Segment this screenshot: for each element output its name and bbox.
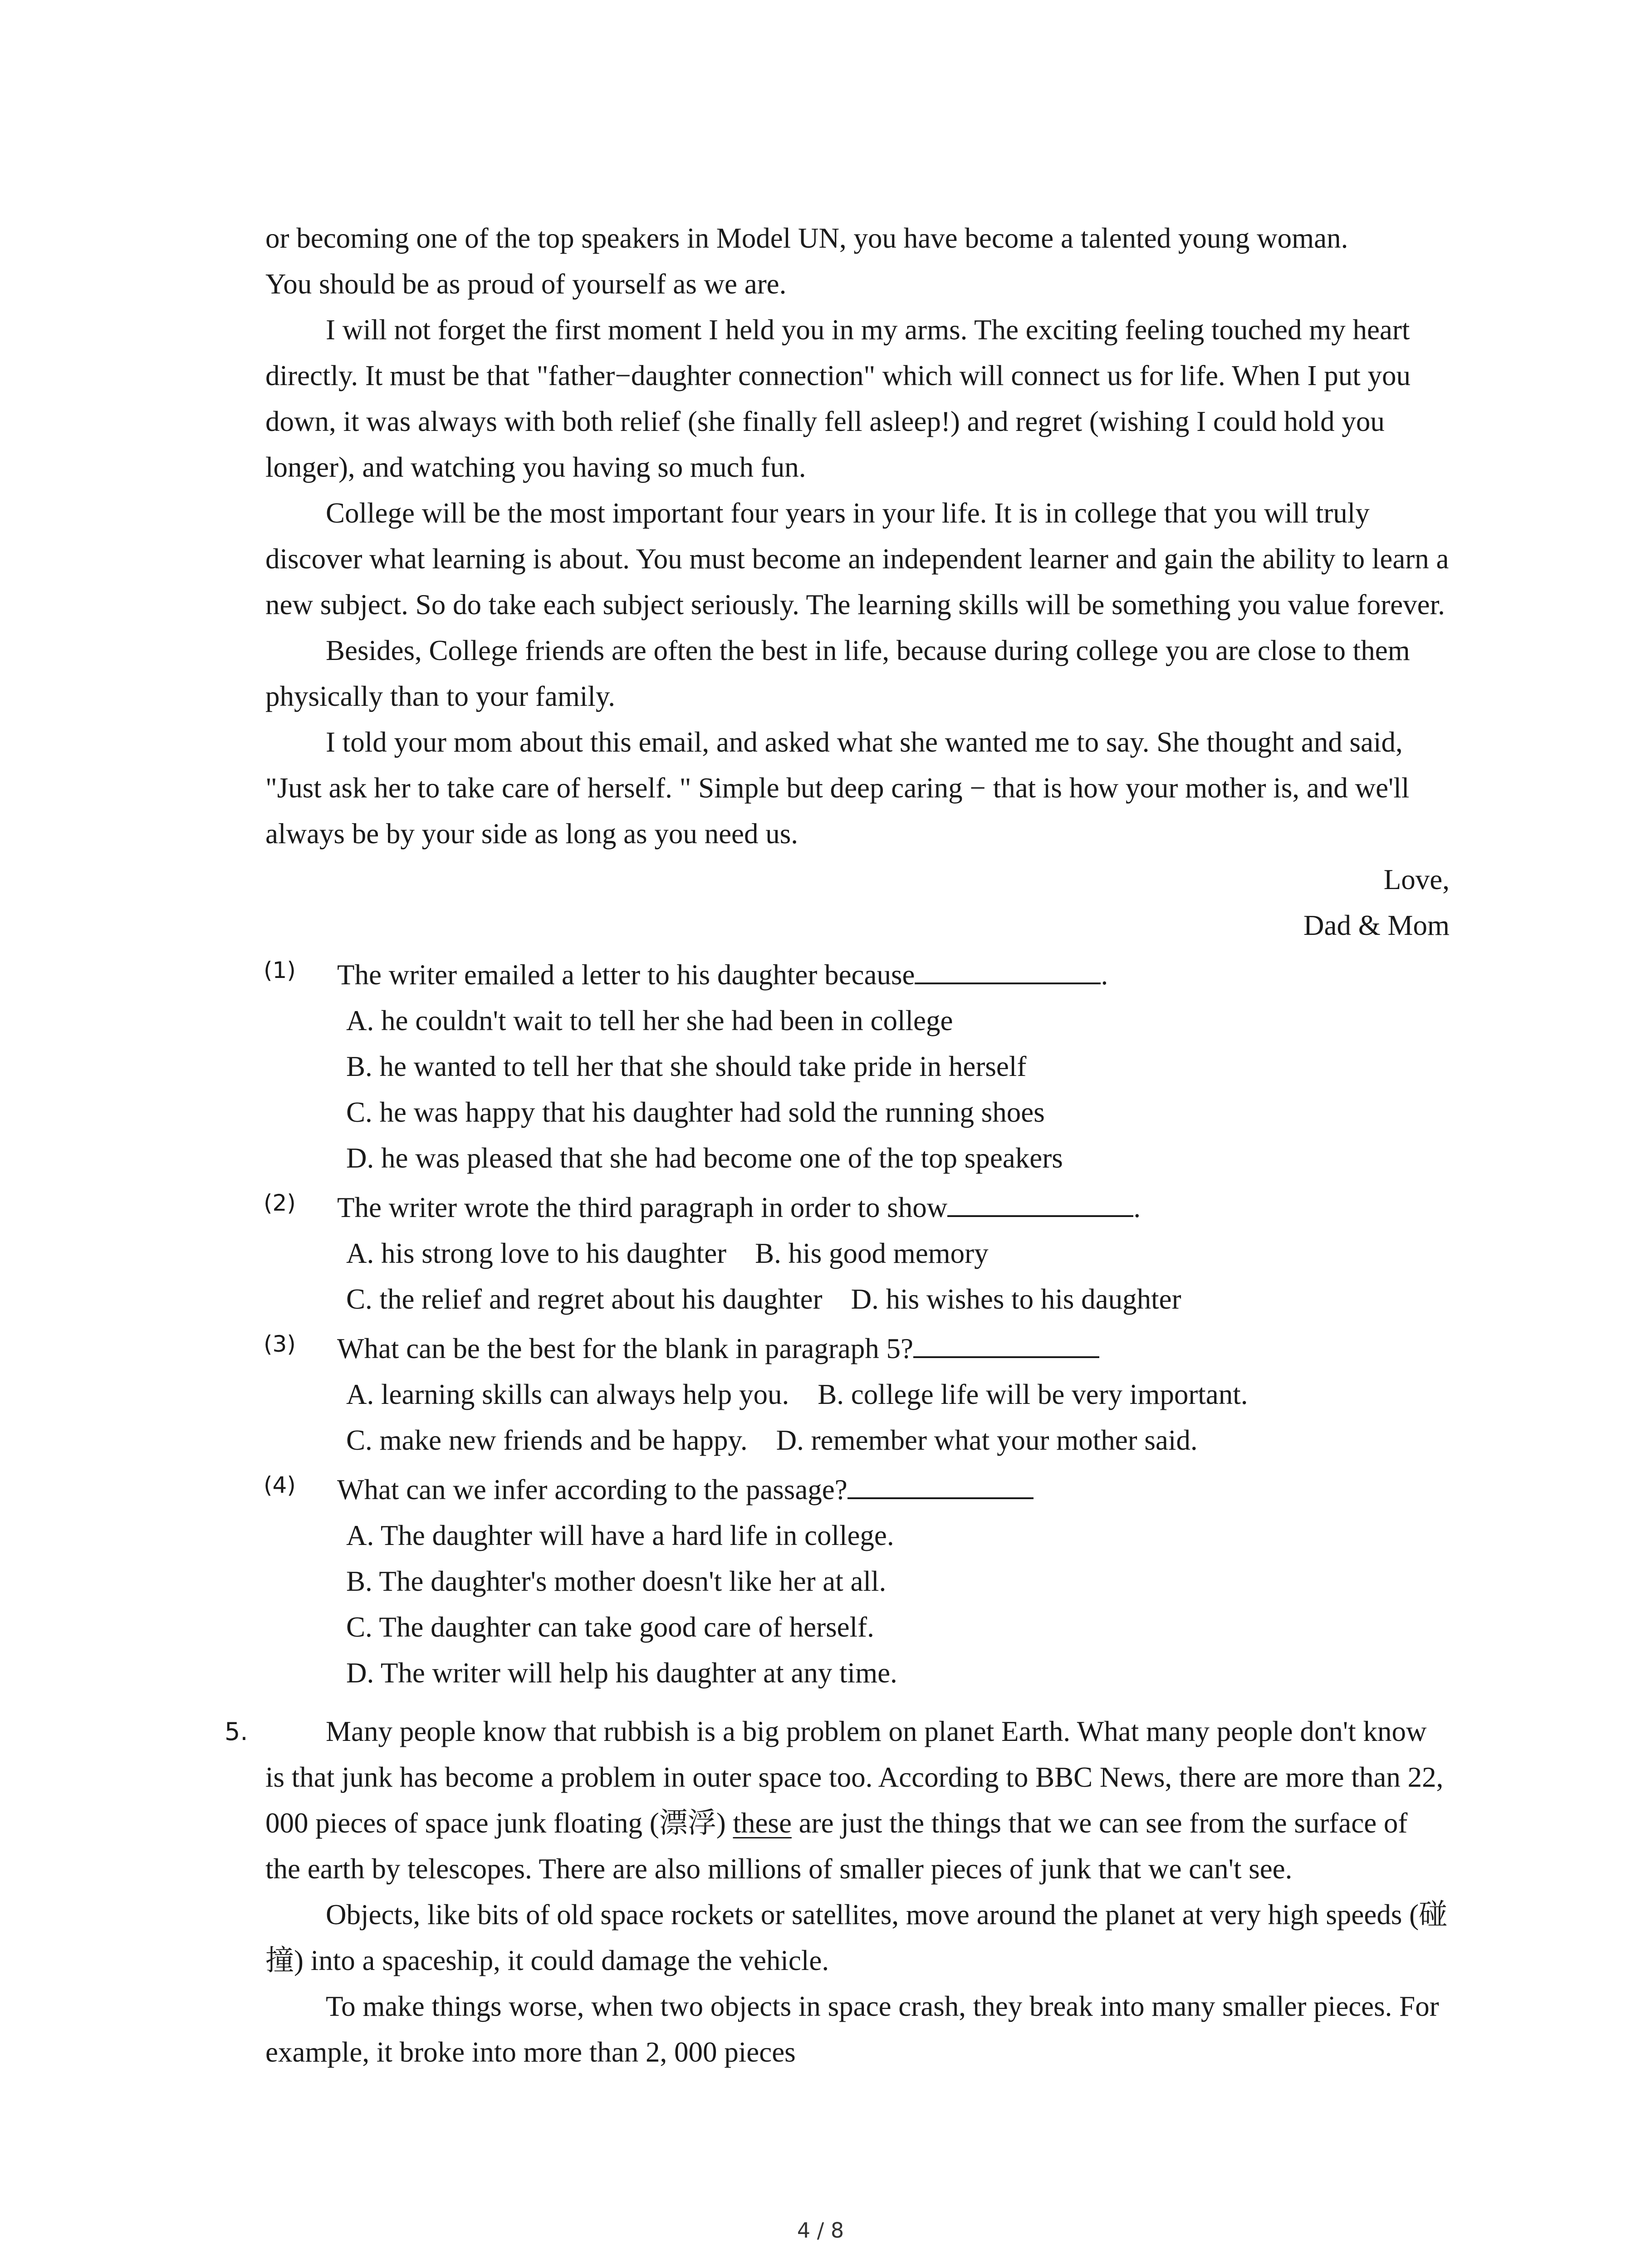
option-b: B. The daughter's mother doesn't like her at all. <box>346 1565 887 1597</box>
question-3-options <box>265 1372 1450 1463</box>
option-row-1: A. learning skills can always help you. B. college life will be very important. <box>346 1378 1248 1410</box>
question-number: (2) <box>264 1190 296 1216</box>
letter-paragraph-5: Besides, College friends are often the best in life, because during college you are close to them physically than to your family. <box>265 635 1410 712</box>
answer-blank[interactable] <box>913 1329 1099 1358</box>
option-d: D. The writer will help his daughter at any time. <box>346 1657 897 1689</box>
question-stem: The writer wrote the third paragraph in order to show <box>337 1192 948 1223</box>
option-b: B. he wanted to tell her that she should take pride in herself <box>346 1051 1027 1082</box>
underlined-word: these <box>733 1807 792 1839</box>
document-page <box>225 215 1450 2075</box>
question-2 <box>265 1185 1450 1231</box>
question-number: (1) <box>264 957 296 983</box>
letter-continuation-line-1: or becoming one of the top speakers in Model UN, you have become a talented young woman. <box>265 222 1348 254</box>
letter-paragraph-3: I will not forget the first moment I held you in my arms. The exciting feeling touched my heart directly. It must be that "father−daughter connection" which will connect us for life. When I put you down, it was always with both relief (she finally fell asleep!) and regret (wishing I could hold you longer), and watching you having so much fun. <box>265 314 1411 483</box>
letter-paragraph-4: College will be the most important four years in your life. It is in college that you will truly discover what learning is about. You must become an independent learner and gain the ability to learn a new subject. So do take each subject seriously. The learning skills will be something you value forever. <box>265 497 1449 621</box>
question-2-options <box>265 1231 1450 1322</box>
letter-continuation-line-2: You should be as proud of yourself as we are. <box>265 268 787 300</box>
letter-paragraph-6: I told your mom about this email, and asked what she wanted me to say. She thought and said, "Just ask her to take care of herself. " Simple but deep caring − that is how your mother is, and we'll always be by your side as long as you need us. <box>265 726 1410 850</box>
option-a: A. The daughter will have a hard life in college. <box>346 1520 894 1551</box>
section-5-paragraph-1 <box>265 1709 1450 1892</box>
question-number: (4) <box>264 1472 296 1498</box>
question-number: (3) <box>264 1331 296 1357</box>
section-number: 5. <box>225 1717 248 1746</box>
answer-blank[interactable] <box>947 1188 1133 1217</box>
section-5-paragraph-2: Objects, like bits of old space rockets or satellites, move around the planet at very high speeds (碰撞) into a spaceship, it could damage the vehicle. <box>265 1899 1448 1976</box>
option-row-1: A. his strong love to his daughter B. his good memory <box>346 1237 989 1269</box>
question-3 <box>265 1326 1450 1372</box>
option-a: A. he couldn't wait to tell her she had been in college <box>346 1005 953 1036</box>
question-4-options <box>265 1513 1450 1696</box>
page-number: 4 / 8 <box>797 2218 844 2243</box>
question-stem: The writer emailed a letter to his daughter because <box>337 959 915 991</box>
answer-blank[interactable] <box>915 955 1101 984</box>
option-row-2: C. make new friends and be happy. D. remember what your mother said. <box>346 1424 1198 1456</box>
paragraph-text: are just the things that we can see from the surface of the earth by telescopes. There are also millions of smaller pieces of junk that we can't see. <box>265 1807 1408 1885</box>
option-c: C. he was happy that his daughter had sold the running shoes <box>346 1096 1045 1128</box>
option-row-2: C. the relief and regret about his daughter D. his wishes to his daughter <box>346 1283 1181 1315</box>
question-stem: What can be the best for the blank in paragraph 5? <box>337 1333 913 1364</box>
reading-section-5 <box>225 1709 1450 2075</box>
letter-signature: Dad & Mom <box>1303 909 1450 941</box>
answer-blank[interactable] <box>847 1470 1034 1499</box>
question-end-punct: . <box>1101 959 1108 991</box>
option-c: C. The daughter can take good care of herself. <box>346 1611 874 1643</box>
question-1 <box>265 952 1450 998</box>
option-d: D. he was pleased that she had become one of the top speakers <box>346 1142 1063 1174</box>
question-stem: What can we infer according to the passage? <box>337 1474 847 1505</box>
section-5-paragraph-3: To make things worse, when two objects in space crash, they break into many smaller pieces. For example, it broke into more than 2, 000 pieces <box>265 1990 1439 2068</box>
paragraph-text: Many people know that rubbish is a big problem on planet Earth. What many people don't know is that junk has become a problem in outer space too. According to BBC News, there are more than 22, 000 pieces of space junk floating (漂浮) <box>265 1716 1444 1839</box>
letter-closing: Love, <box>1383 864 1450 895</box>
question-end-punct: . <box>1133 1192 1141 1223</box>
question-4 <box>265 1467 1450 1513</box>
question-1-options <box>265 998 1450 1181</box>
